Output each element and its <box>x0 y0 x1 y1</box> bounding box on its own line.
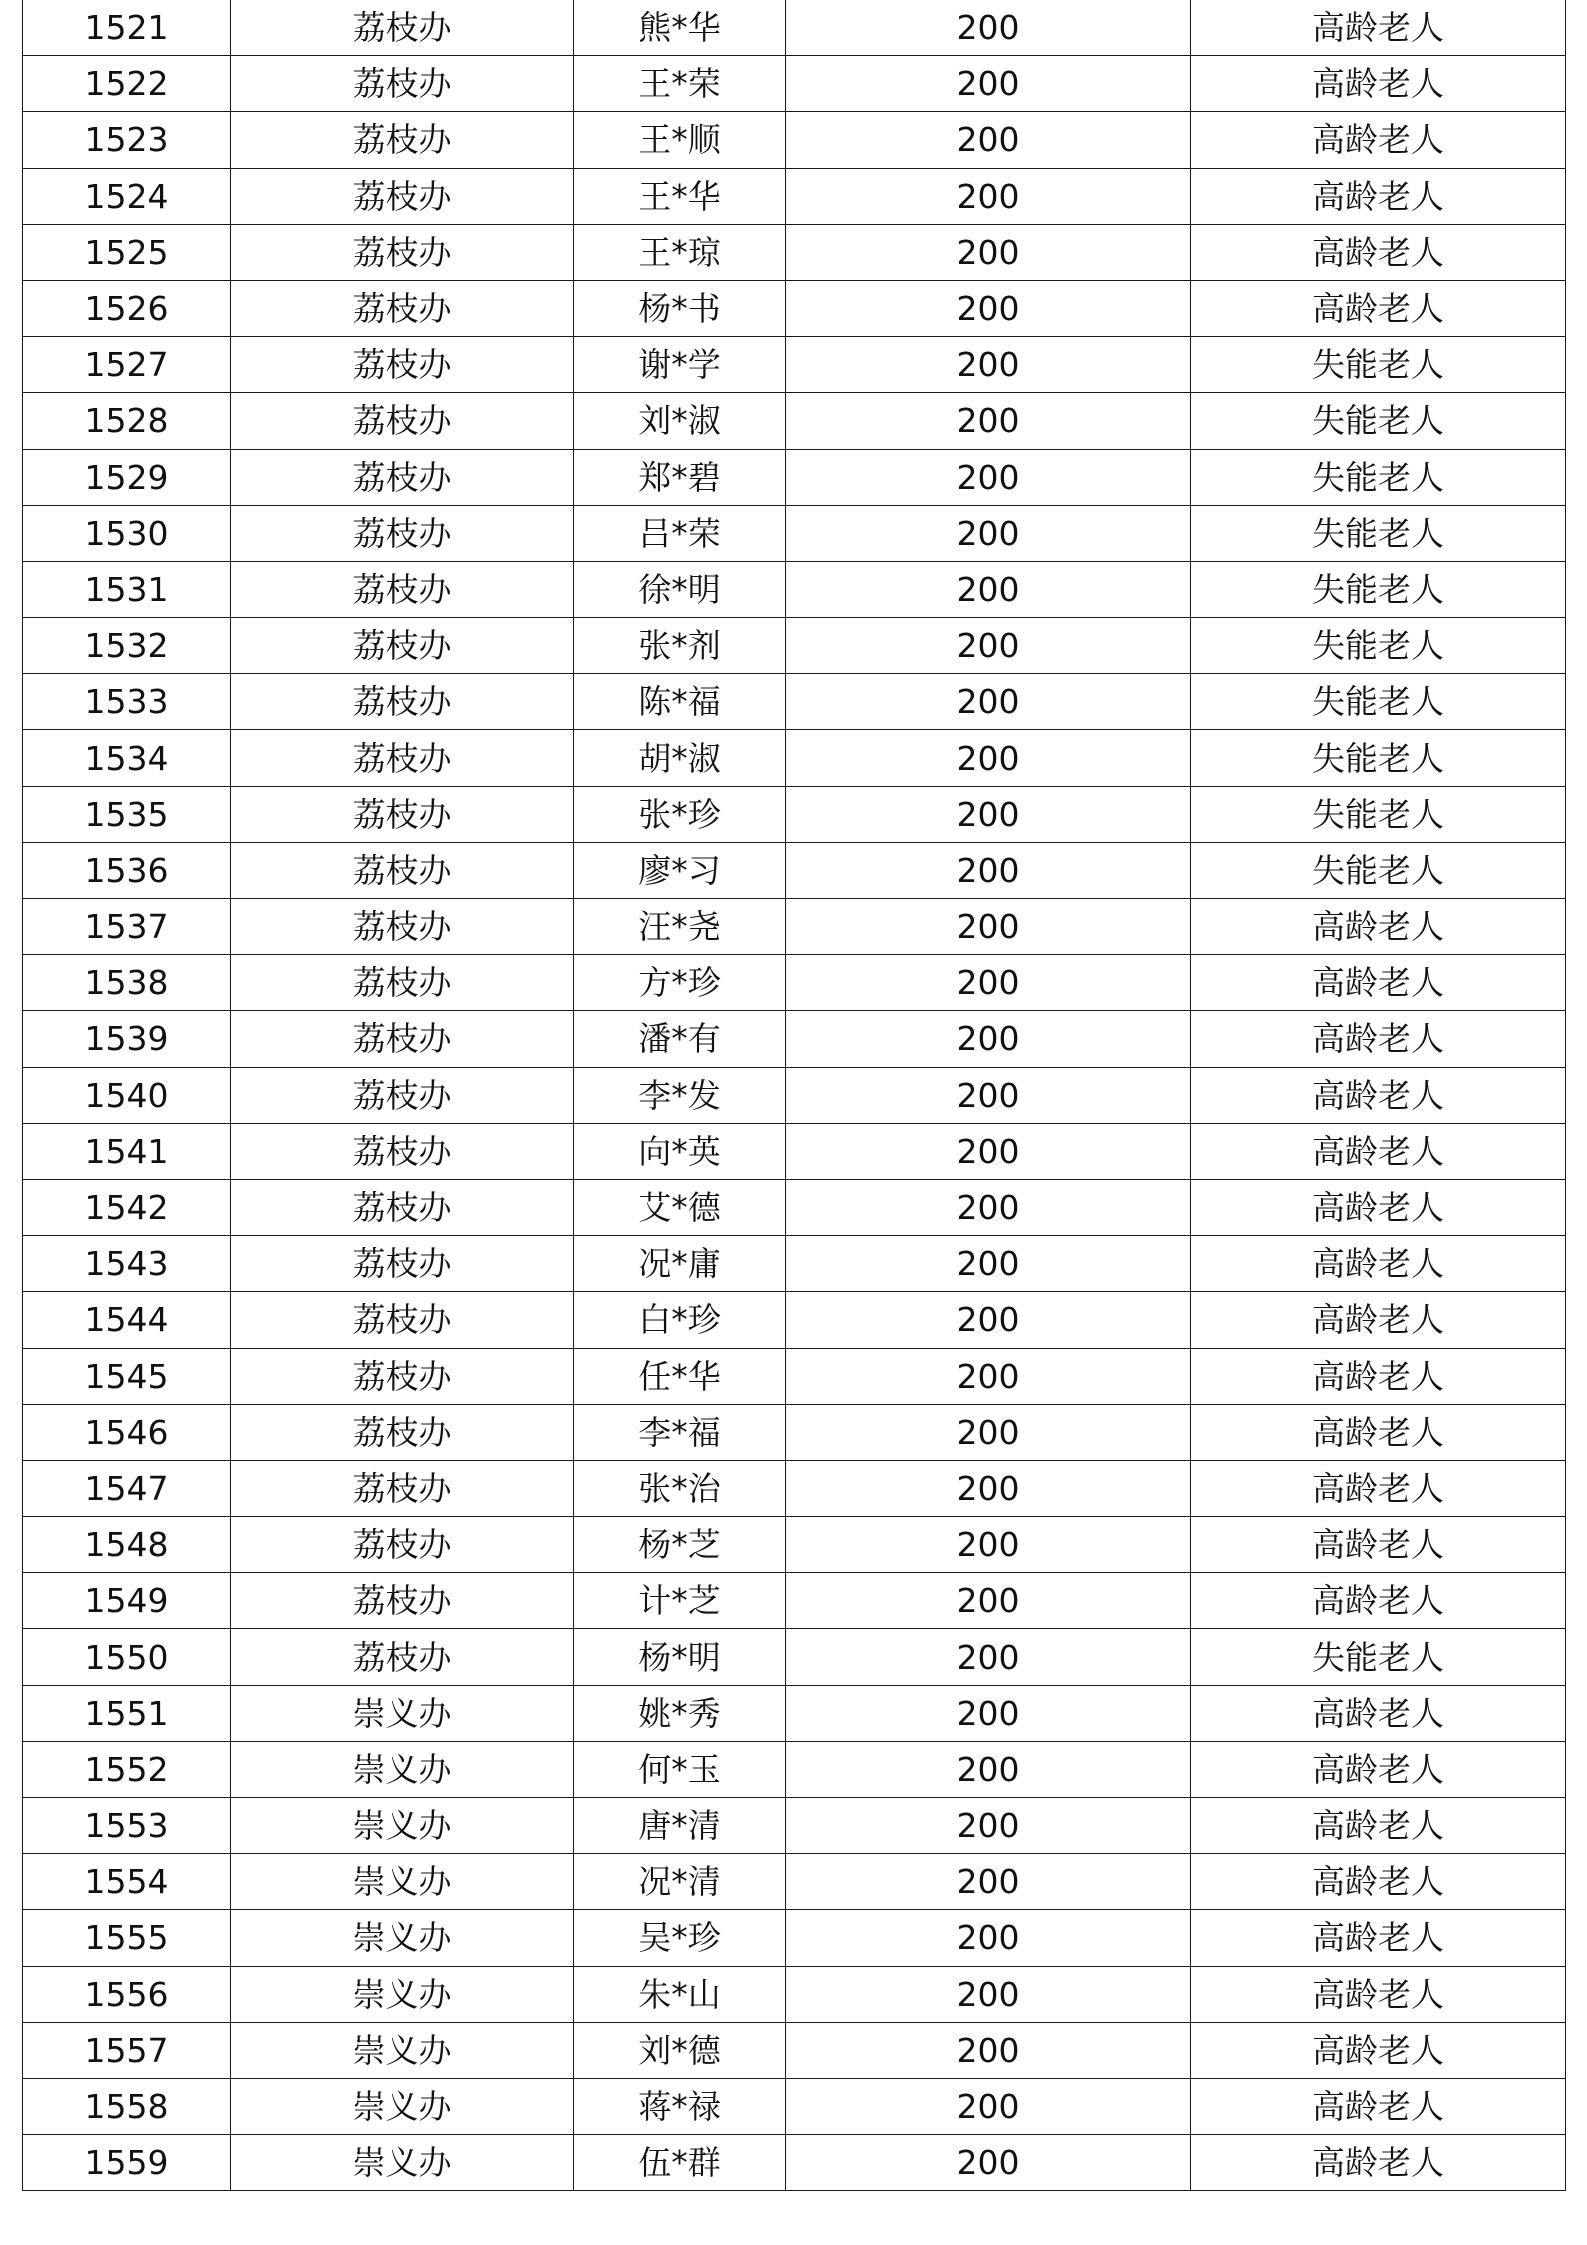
amount-cell: 200 <box>786 1966 1191 2022</box>
category-cell: 高龄老人 <box>1191 1179 1566 1235</box>
amount-cell: 200 <box>786 56 1191 112</box>
amount-cell: 200 <box>786 1573 1191 1629</box>
recipient-name-cell: 廖*习 <box>574 842 786 898</box>
serial-number-cell: 1553 <box>23 1798 231 1854</box>
category-cell: 失能老人 <box>1191 449 1566 505</box>
amount-cell: 200 <box>786 1460 1191 1516</box>
serial-number-cell: 1522 <box>23 56 231 112</box>
recipient-name-cell: 潘*有 <box>574 1011 786 1067</box>
recipient-name-cell: 向*英 <box>574 1123 786 1179</box>
recipient-name-cell: 张*剂 <box>574 618 786 674</box>
serial-number-cell: 1542 <box>23 1179 231 1235</box>
recipient-name-cell: 汪*尧 <box>574 899 786 955</box>
office-cell: 荔枝办 <box>231 1517 574 1573</box>
recipient-name-cell: 白*珍 <box>574 1292 786 1348</box>
office-cell: 崇义办 <box>231 1966 574 2022</box>
table-row <box>23 1067 1566 1123</box>
category-cell: 失能老人 <box>1191 1629 1566 1685</box>
amount-cell: 200 <box>786 112 1191 168</box>
table-row <box>23 618 1566 674</box>
recipient-name-cell: 况*清 <box>574 1854 786 1910</box>
amount-cell: 200 <box>786 2022 1191 2078</box>
amount-cell: 200 <box>786 561 1191 617</box>
subsidy-roster-table <box>22 0 1566 2191</box>
recipient-name-cell: 张*珍 <box>574 786 786 842</box>
recipient-name-cell: 艾*德 <box>574 1179 786 1235</box>
category-cell: 高龄老人 <box>1191 1910 1566 1966</box>
serial-number-cell: 1552 <box>23 1741 231 1797</box>
office-cell: 崇义办 <box>231 1854 574 1910</box>
category-cell: 高龄老人 <box>1191 56 1566 112</box>
amount-cell: 200 <box>786 1067 1191 1123</box>
category-cell: 失能老人 <box>1191 337 1566 393</box>
table-row <box>23 2135 1566 2191</box>
category-cell: 高龄老人 <box>1191 1854 1566 1910</box>
serial-number-cell: 1551 <box>23 1685 231 1741</box>
amount-cell: 200 <box>786 1236 1191 1292</box>
amount-cell: 200 <box>786 1123 1191 1179</box>
serial-number-cell: 1536 <box>23 842 231 898</box>
serial-number-cell: 1544 <box>23 1292 231 1348</box>
category-cell: 高龄老人 <box>1191 1236 1566 1292</box>
category-cell: 失能老人 <box>1191 842 1566 898</box>
recipient-name-cell: 姚*秀 <box>574 1685 786 1741</box>
category-cell: 高龄老人 <box>1191 1067 1566 1123</box>
table-row <box>23 56 1566 112</box>
serial-number-cell: 1546 <box>23 1404 231 1460</box>
amount-cell: 200 <box>786 393 1191 449</box>
category-cell: 高龄老人 <box>1191 1966 1566 2022</box>
category-cell: 高龄老人 <box>1191 1798 1566 1854</box>
table-row <box>23 1854 1566 1910</box>
category-cell: 失能老人 <box>1191 674 1566 730</box>
amount-cell: 200 <box>786 674 1191 730</box>
amount-cell: 200 <box>786 1404 1191 1460</box>
category-cell: 高龄老人 <box>1191 1404 1566 1460</box>
table-row <box>23 0 1566 56</box>
serial-number-cell: 1529 <box>23 449 231 505</box>
table-row <box>23 2022 1566 2078</box>
amount-cell: 200 <box>786 2135 1191 2191</box>
recipient-name-cell: 朱*山 <box>574 1966 786 2022</box>
serial-number-cell: 1541 <box>23 1123 231 1179</box>
serial-number-cell: 1526 <box>23 280 231 336</box>
serial-number-cell: 1558 <box>23 2078 231 2134</box>
table-row <box>23 1179 1566 1235</box>
recipient-name-cell: 吴*珍 <box>574 1910 786 1966</box>
office-cell: 荔枝办 <box>231 1011 574 1067</box>
recipient-name-cell: 刘*德 <box>574 2022 786 2078</box>
category-cell: 高龄老人 <box>1191 1573 1566 1629</box>
recipient-name-cell: 蒋*禄 <box>574 2078 786 2134</box>
amount-cell: 200 <box>786 2078 1191 2134</box>
amount-cell: 200 <box>786 0 1191 56</box>
recipient-name-cell: 王*华 <box>574 168 786 224</box>
office-cell: 荔枝办 <box>231 842 574 898</box>
table-row <box>23 955 1566 1011</box>
recipient-name-cell: 郑*碧 <box>574 449 786 505</box>
amount-cell: 200 <box>786 168 1191 224</box>
table-row <box>23 842 1566 898</box>
category-cell: 高龄老人 <box>1191 1517 1566 1573</box>
amount-cell: 200 <box>786 224 1191 280</box>
recipient-name-cell: 杨*书 <box>574 280 786 336</box>
office-cell: 荔枝办 <box>231 1573 574 1629</box>
category-cell: 高龄老人 <box>1191 2135 1566 2191</box>
amount-cell: 200 <box>786 1517 1191 1573</box>
recipient-name-cell: 况*庸 <box>574 1236 786 1292</box>
table-row <box>23 1685 1566 1741</box>
category-cell: 失能老人 <box>1191 618 1566 674</box>
roster-table-body <box>23 0 1566 2191</box>
serial-number-cell: 1535 <box>23 786 231 842</box>
serial-number-cell: 1524 <box>23 168 231 224</box>
office-cell: 崇义办 <box>231 2022 574 2078</box>
table-row <box>23 1404 1566 1460</box>
amount-cell: 200 <box>786 449 1191 505</box>
office-cell: 荔枝办 <box>231 618 574 674</box>
serial-number-cell: 1528 <box>23 393 231 449</box>
category-cell: 失能老人 <box>1191 393 1566 449</box>
office-cell: 荔枝办 <box>231 168 574 224</box>
category-cell: 高龄老人 <box>1191 1741 1566 1797</box>
serial-number-cell: 1534 <box>23 730 231 786</box>
category-cell: 高龄老人 <box>1191 1348 1566 1404</box>
table-row <box>23 1460 1566 1516</box>
amount-cell: 200 <box>786 1910 1191 1966</box>
recipient-name-cell: 熊*华 <box>574 0 786 56</box>
recipient-name-cell: 杨*明 <box>574 1629 786 1685</box>
amount-cell: 200 <box>786 337 1191 393</box>
table-row <box>23 337 1566 393</box>
table-row <box>23 168 1566 224</box>
serial-number-cell: 1532 <box>23 618 231 674</box>
office-cell: 荔枝办 <box>231 1236 574 1292</box>
document-page <box>22 0 1565 2191</box>
office-cell: 荔枝办 <box>231 0 574 56</box>
serial-number-cell: 1539 <box>23 1011 231 1067</box>
serial-number-cell: 1556 <box>23 1966 231 2022</box>
office-cell: 荔枝办 <box>231 280 574 336</box>
category-cell: 高龄老人 <box>1191 1123 1566 1179</box>
recipient-name-cell: 王*琼 <box>574 224 786 280</box>
office-cell: 荔枝办 <box>231 1292 574 1348</box>
recipient-name-cell: 唐*清 <box>574 1798 786 1854</box>
recipient-name-cell: 张*治 <box>574 1460 786 1516</box>
office-cell: 荔枝办 <box>231 1067 574 1123</box>
recipient-name-cell: 徐*明 <box>574 561 786 617</box>
recipient-name-cell: 李*福 <box>574 1404 786 1460</box>
amount-cell: 200 <box>786 842 1191 898</box>
office-cell: 荔枝办 <box>231 393 574 449</box>
category-cell: 高龄老人 <box>1191 955 1566 1011</box>
office-cell: 荔枝办 <box>231 505 574 561</box>
table-row <box>23 280 1566 336</box>
serial-number-cell: 1559 <box>23 2135 231 2191</box>
amount-cell: 200 <box>786 505 1191 561</box>
recipient-name-cell: 王*顺 <box>574 112 786 168</box>
office-cell: 荔枝办 <box>231 899 574 955</box>
serial-number-cell: 1531 <box>23 561 231 617</box>
office-cell: 荔枝办 <box>231 786 574 842</box>
office-cell: 荔枝办 <box>231 674 574 730</box>
table-row <box>23 1573 1566 1629</box>
category-cell: 失能老人 <box>1191 561 1566 617</box>
office-cell: 荔枝办 <box>231 224 574 280</box>
table-row <box>23 449 1566 505</box>
serial-number-cell: 1545 <box>23 1348 231 1404</box>
table-row <box>23 393 1566 449</box>
table-row <box>23 1292 1566 1348</box>
office-cell: 荔枝办 <box>231 730 574 786</box>
serial-number-cell: 1549 <box>23 1573 231 1629</box>
amount-cell: 200 <box>786 1292 1191 1348</box>
recipient-name-cell: 计*芝 <box>574 1573 786 1629</box>
serial-number-cell: 1547 <box>23 1460 231 1516</box>
office-cell: 荔枝办 <box>231 112 574 168</box>
table-row <box>23 674 1566 730</box>
table-row <box>23 2078 1566 2134</box>
table-row <box>23 730 1566 786</box>
office-cell: 荔枝办 <box>231 955 574 1011</box>
serial-number-cell: 1523 <box>23 112 231 168</box>
amount-cell: 200 <box>786 1741 1191 1797</box>
table-row <box>23 786 1566 842</box>
serial-number-cell: 1554 <box>23 1854 231 1910</box>
category-cell: 高龄老人 <box>1191 1685 1566 1741</box>
serial-number-cell: 1557 <box>23 2022 231 2078</box>
recipient-name-cell: 何*玉 <box>574 1741 786 1797</box>
amount-cell: 200 <box>786 1179 1191 1235</box>
table-row <box>23 1910 1566 1966</box>
category-cell: 高龄老人 <box>1191 2022 1566 2078</box>
serial-number-cell: 1538 <box>23 955 231 1011</box>
category-cell: 高龄老人 <box>1191 224 1566 280</box>
office-cell: 荔枝办 <box>231 1123 574 1179</box>
amount-cell: 200 <box>786 730 1191 786</box>
table-row <box>23 1348 1566 1404</box>
amount-cell: 200 <box>786 1798 1191 1854</box>
table-row <box>23 561 1566 617</box>
serial-number-cell: 1527 <box>23 337 231 393</box>
category-cell: 高龄老人 <box>1191 168 1566 224</box>
serial-number-cell: 1530 <box>23 505 231 561</box>
table-row <box>23 1966 1566 2022</box>
office-cell: 荔枝办 <box>231 1348 574 1404</box>
table-row <box>23 1798 1566 1854</box>
recipient-name-cell: 方*珍 <box>574 955 786 1011</box>
recipient-name-cell: 伍*群 <box>574 2135 786 2191</box>
office-cell: 荔枝办 <box>231 449 574 505</box>
recipient-name-cell: 胡*淑 <box>574 730 786 786</box>
amount-cell: 200 <box>786 955 1191 1011</box>
serial-number-cell: 1550 <box>23 1629 231 1685</box>
table-row <box>23 1236 1566 1292</box>
office-cell: 崇义办 <box>231 2135 574 2191</box>
office-cell: 荔枝办 <box>231 56 574 112</box>
office-cell: 荔枝办 <box>231 1404 574 1460</box>
serial-number-cell: 1525 <box>23 224 231 280</box>
office-cell: 荔枝办 <box>231 1179 574 1235</box>
recipient-name-cell: 刘*淑 <box>574 393 786 449</box>
category-cell: 高龄老人 <box>1191 0 1566 56</box>
serial-number-cell: 1555 <box>23 1910 231 1966</box>
serial-number-cell: 1533 <box>23 674 231 730</box>
amount-cell: 200 <box>786 280 1191 336</box>
office-cell: 崇义办 <box>231 1910 574 1966</box>
recipient-name-cell: 谢*学 <box>574 337 786 393</box>
amount-cell: 200 <box>786 1854 1191 1910</box>
serial-number-cell: 1548 <box>23 1517 231 1573</box>
category-cell: 高龄老人 <box>1191 1460 1566 1516</box>
amount-cell: 200 <box>786 899 1191 955</box>
table-row <box>23 1123 1566 1179</box>
serial-number-cell: 1543 <box>23 1236 231 1292</box>
category-cell: 高龄老人 <box>1191 1292 1566 1348</box>
table-row <box>23 1629 1566 1685</box>
office-cell: 崇义办 <box>231 1798 574 1854</box>
category-cell: 高龄老人 <box>1191 2078 1566 2134</box>
recipient-name-cell: 杨*芝 <box>574 1517 786 1573</box>
table-row <box>23 899 1566 955</box>
office-cell: 崇义办 <box>231 1741 574 1797</box>
office-cell: 荔枝办 <box>231 337 574 393</box>
table-row <box>23 1011 1566 1067</box>
category-cell: 失能老人 <box>1191 505 1566 561</box>
office-cell: 荔枝办 <box>231 561 574 617</box>
amount-cell: 200 <box>786 1011 1191 1067</box>
office-cell: 崇义办 <box>231 2078 574 2134</box>
table-row <box>23 1517 1566 1573</box>
category-cell: 失能老人 <box>1191 730 1566 786</box>
amount-cell: 200 <box>786 618 1191 674</box>
recipient-name-cell: 任*华 <box>574 1348 786 1404</box>
amount-cell: 200 <box>786 1685 1191 1741</box>
amount-cell: 200 <box>786 1629 1191 1685</box>
office-cell: 崇义办 <box>231 1685 574 1741</box>
category-cell: 高龄老人 <box>1191 1011 1566 1067</box>
amount-cell: 200 <box>786 786 1191 842</box>
amount-cell: 200 <box>786 1348 1191 1404</box>
recipient-name-cell: 王*荣 <box>574 56 786 112</box>
recipient-name-cell: 吕*荣 <box>574 505 786 561</box>
serial-number-cell: 1540 <box>23 1067 231 1123</box>
table-row <box>23 112 1566 168</box>
category-cell: 高龄老人 <box>1191 280 1566 336</box>
table-row <box>23 1741 1566 1797</box>
recipient-name-cell: 李*发 <box>574 1067 786 1123</box>
office-cell: 荔枝办 <box>231 1629 574 1685</box>
serial-number-cell: 1537 <box>23 899 231 955</box>
category-cell: 高龄老人 <box>1191 899 1566 955</box>
table-row <box>23 224 1566 280</box>
table-row <box>23 505 1566 561</box>
recipient-name-cell: 陈*福 <box>574 674 786 730</box>
category-cell: 失能老人 <box>1191 786 1566 842</box>
serial-number-cell: 1521 <box>23 0 231 56</box>
category-cell: 高龄老人 <box>1191 112 1566 168</box>
office-cell: 荔枝办 <box>231 1460 574 1516</box>
